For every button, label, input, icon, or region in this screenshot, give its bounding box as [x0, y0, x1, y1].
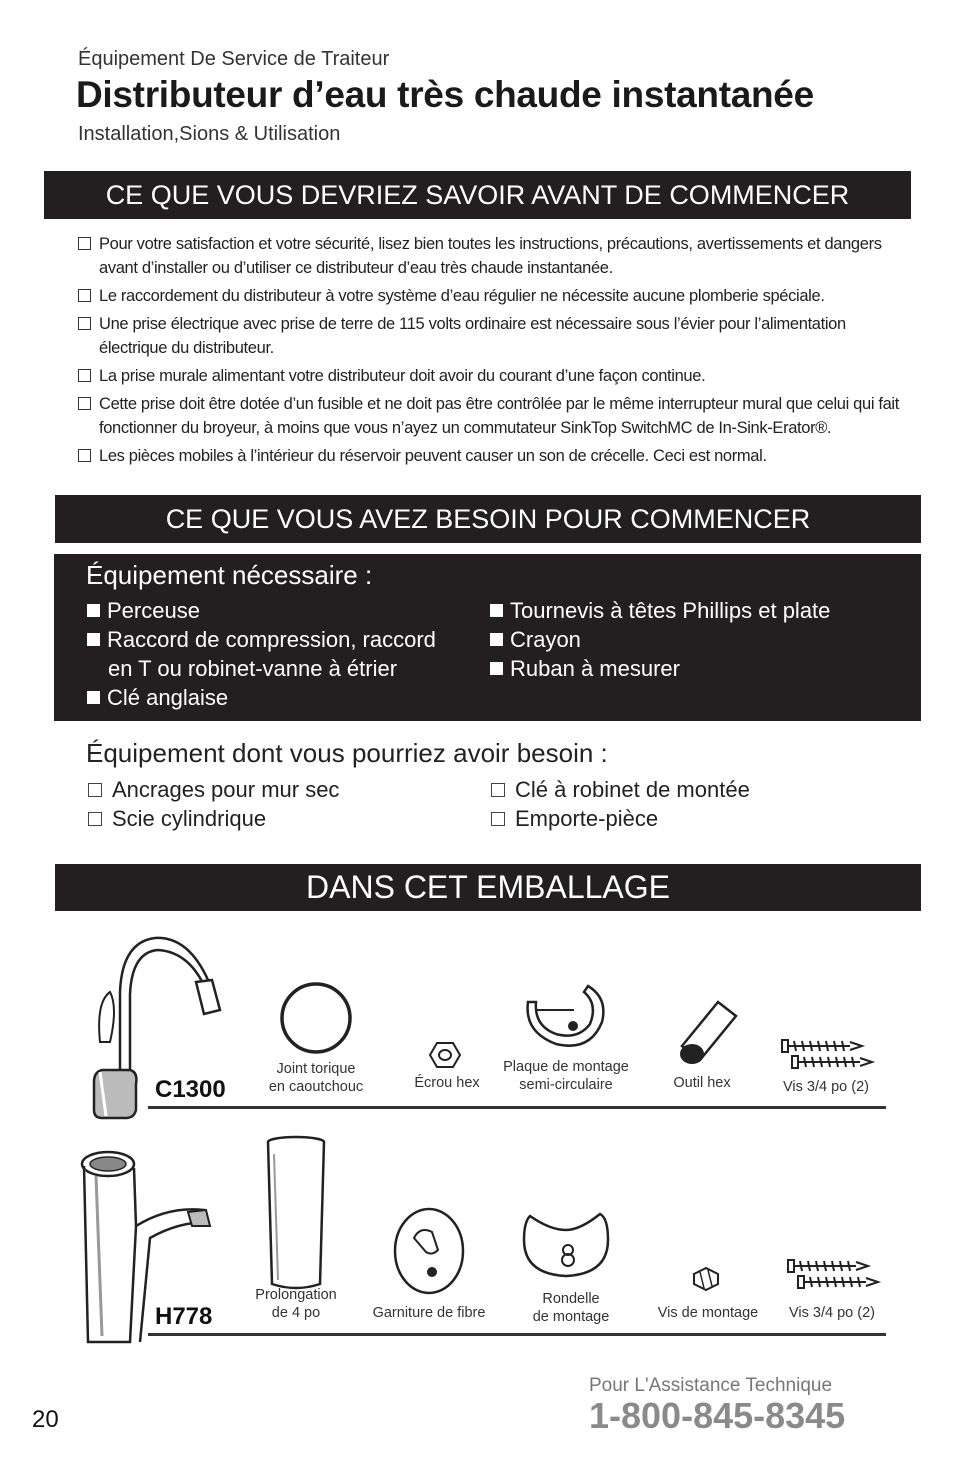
list-item: Perceuse — [87, 596, 467, 625]
hex-tool-icon — [678, 996, 738, 1068]
section-heading-need: CE QUE VOUS AVEZ BESOIN POUR COMMENCER — [55, 495, 921, 543]
required-heading: Équipement nécessaire : — [86, 560, 373, 590]
bullet-square-icon — [490, 633, 503, 646]
bullet-square-icon — [87, 633, 100, 646]
model-label-h778: H778 — [155, 1303, 213, 1330]
document-supertitle: Équipement De Service de Traiteur — [78, 48, 390, 70]
optional-list-left — [88, 775, 339, 833]
checkbox-icon — [78, 397, 91, 410]
part-label: Plaque de montage semi-circulaire — [503, 1059, 629, 1093]
page-number: 20 — [32, 1406, 59, 1433]
bullet-square-icon — [490, 662, 503, 675]
checkbox-icon — [78, 449, 91, 462]
part-label: Écrou hex — [414, 1075, 480, 1091]
required-list-left — [87, 596, 467, 712]
page-title: Distributeur d’eau très chaude instantanée — [76, 74, 814, 115]
list-item: Emporte-pièce — [491, 804, 750, 833]
o-ring-icon — [278, 980, 354, 1056]
required-equipment-panel — [54, 554, 921, 721]
checklist-item: Pour votre satisfaction et votre sécurité, lisez bien toutes les instructions, précautions, avertissements et dangers avant d’installer ou d’utiliser ce distributeur d’eau très chaude instantanée. — [78, 232, 908, 280]
part-label: Vis 3/4 po (2) — [789, 1305, 875, 1321]
model-label-c1300: C1300 — [155, 1076, 226, 1103]
checkbox-icon — [78, 289, 91, 302]
list-item-continuation: en T ou robinet-vanne à étrier — [108, 656, 398, 681]
list-item: Clé anglaise — [87, 683, 467, 712]
document-subtitle: Installation,Sions & Utilisation — [78, 123, 341, 145]
checkbox-icon — [88, 783, 102, 797]
optional-list-right — [491, 775, 750, 833]
section-heading-package: DANS CET EMBALLAGE — [55, 864, 921, 911]
checkbox-icon — [491, 812, 505, 826]
list-item: Tournevis à têtes Phillips et plate — [490, 596, 910, 625]
divider — [148, 1333, 886, 1336]
checklist-item: Cette prise doit être dotée d’un fusible et ne doit pas être contrôlée par le même interrupteur mural que celui qui fait fonctionner du broyeur, à moins que vous n’ayez un commutateur SinkTop SwitchMC de In-Sink-Erator®. — [78, 392, 908, 440]
part-label: Prolongation de 4 po — [255, 1287, 337, 1321]
list-item: Clé à robinet de montée — [491, 775, 750, 804]
bullet-square-icon — [87, 691, 100, 704]
screws-icon — [786, 1256, 882, 1292]
part-label: Vis 3/4 po (2) — [783, 1079, 869, 1095]
support-phone: 1-800-845-8345 — [589, 1395, 846, 1436]
list-item: Crayon — [490, 625, 910, 654]
checklist-item: Le raccordement du distributeur à votre système d’eau régulier ne nécessite aucune plomberie spéciale. — [78, 284, 908, 308]
fiber-gasket-icon — [392, 1206, 466, 1296]
checkbox-icon — [491, 783, 505, 797]
checklist-item: La prise murale alimentant votre distributeur doit avoir du courant d’une façon continue. — [78, 364, 908, 388]
checkbox-icon — [88, 812, 102, 826]
support-label: Pour L'Assistance Technique — [589, 1375, 833, 1396]
part-label: Garniture de fibre — [372, 1305, 486, 1321]
bullet-square-icon — [87, 604, 100, 617]
section-heading-before: CE QUE VOUS DEVRIEZ SAVOIR AVANT DE COMMENCER — [44, 171, 911, 219]
checkbox-icon — [78, 317, 91, 330]
checkbox-icon — [78, 369, 91, 382]
checkbox-icon — [78, 237, 91, 250]
required-list-right — [490, 596, 910, 683]
bullet-square-icon — [490, 604, 503, 617]
part-label: Vis de montage — [657, 1305, 759, 1321]
part-label: Joint torique en caoutchouc — [268, 1061, 364, 1095]
part-label: Rondelle de montage — [532, 1291, 610, 1325]
divider — [148, 1106, 886, 1109]
screws-icon — [780, 1036, 876, 1072]
list-item: Raccord de compression, raccord — [87, 625, 467, 654]
part-label: Outil hex — [673, 1075, 731, 1091]
list-item: Ruban à mesurer — [490, 654, 910, 683]
list-item: Scie cylindrique — [88, 804, 339, 833]
optional-heading: Équipement dont vous pourriez avoir besoin : — [86, 738, 608, 768]
list-item: Ancrages pour mur sec — [88, 775, 339, 804]
hex-nut-icon — [428, 1040, 462, 1070]
mounting-washer-icon — [520, 1210, 612, 1282]
mounting-screw-icon — [690, 1264, 722, 1294]
before-checklist — [78, 232, 908, 472]
extension-tube-icon — [262, 1134, 330, 1294]
checklist-item: Les pièces mobiles à l’intérieur du réservoir peuvent causer un son de crécelle. Ceci est normal. — [78, 444, 908, 468]
checklist-item: Une prise électrique avec prise de terre de 115 volts ordinaire est nécessaire sous l’évier pour l’alimentation électrique du distributeur. — [78, 312, 908, 360]
semi-circular-plate-icon — [518, 982, 608, 1054]
